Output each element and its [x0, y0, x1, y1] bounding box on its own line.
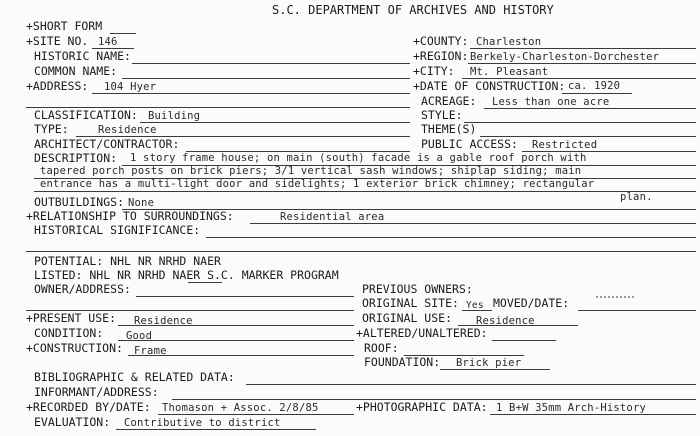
altered-label: +ALTERED/UNALTERED:: [356, 326, 488, 340]
county-value: Charleston: [476, 36, 542, 48]
classification-value: Building: [148, 110, 201, 122]
smudge-mark: [596, 296, 634, 302]
photographic-label: +PHOTOGRAPHIC DATA:: [356, 400, 488, 414]
county-label: +COUNTY:: [413, 34, 469, 48]
condition-value: Good: [126, 330, 153, 342]
form-title: S.C. DEPARTMENT OF ARCHIVES AND HISTORY: [272, 3, 554, 17]
common-name-label: COMMON NAME:: [34, 64, 118, 78]
description-line-2: tapered porch posts on brick piers; 3/1 vertical sash windows; shiplap siding; main: [40, 165, 582, 177]
evaluation-label: EVALUATION:: [34, 415, 111, 429]
city-value: Mt. Pleasant: [470, 66, 549, 78]
type-label: TYPE:: [34, 122, 69, 136]
region-value: Berkely-Charleston-Dorchester: [470, 51, 660, 63]
architect-label: ARCHITECT/CONTRACTOR:: [34, 137, 180, 151]
previous-owners-label: PREVIOUS OWNERS:: [362, 282, 473, 296]
description-line-3: entrance has a multi-light door and sidelights; 1 exterior brick chimney; rectangular: [40, 178, 595, 190]
foundation-label: FOUNDATION:: [364, 355, 441, 369]
short-form-label: +SHORT FORM: [26, 19, 103, 33]
original-use-value: Residence: [476, 315, 535, 327]
historic-name-label: HISTORIC NAME:: [34, 49, 131, 63]
present-use-label: +PRESENT USE:: [26, 311, 117, 325]
relationship-value: Residential area: [280, 211, 385, 223]
evaluation-value: Contributive to district: [124, 417, 281, 429]
original-use-label: ORIGINAL USE:: [362, 311, 453, 325]
informant-label: INFORMANT/ADDRESS:: [34, 385, 159, 399]
site-no-value: 146: [98, 36, 118, 48]
moved-date-label: MOVED/DATE:: [493, 296, 570, 310]
owner-address-label: OWNER/ADDRESS:: [34, 282, 131, 296]
present-use-value: Residence: [134, 315, 193, 327]
outbuildings-value: None: [128, 197, 155, 209]
date-construction-value: ca. 1920: [568, 80, 621, 92]
foundation-value: Brick pier: [456, 357, 522, 369]
photographic-value: 1 B+W 35mm Arch-History: [496, 402, 646, 414]
condition-label: CONDITION:: [34, 326, 104, 340]
description-line-1: 1 story frame house; on main (south) facade is a gable roof porch with: [130, 152, 587, 164]
original-site-label: ORIGINAL SITE:: [362, 296, 459, 310]
public-access-label: PUBLIC ACCESS:: [421, 137, 518, 151]
historical-significance-label: HISTORICAL SIGNIFICANCE:: [34, 223, 201, 237]
style-label: STYLE:: [421, 108, 463, 122]
region-label: +REGION:: [413, 49, 469, 63]
potential-label: POTENTIAL: NHL NR NRHD NAER: [34, 254, 221, 268]
themes-label: THEME(S): [421, 122, 477, 136]
date-construction-label: +DATE OF CONSTRUCTION:: [413, 79, 566, 93]
construction-value: Frame: [134, 345, 167, 357]
roof-label: ROOF:: [364, 341, 399, 355]
acreage-label: ACREAGE:: [421, 94, 477, 108]
type-value: Residence: [98, 124, 157, 136]
description-line-4: plan.: [620, 191, 653, 203]
address-value: 104 Hyer: [104, 81, 157, 93]
address-label: +ADDRESS:: [26, 79, 89, 93]
construction-label: +CONSTRUCTION:: [26, 341, 123, 355]
acreage-value: Less than one acre: [492, 96, 610, 108]
original-site-value: Yes: [466, 300, 484, 311]
classification-label: CLASSIFICATION:: [34, 108, 138, 122]
description-label: DESCRIPTION:: [34, 151, 118, 165]
listed-label: LISTED: NHL NR NRHD NAER S.C. MARKER PROGRAM: [34, 268, 339, 282]
site-no-label: +SITE NO.: [26, 34, 89, 48]
bibliographic-label: BIBLIOGRAPHIC & RELATED DATA:: [34, 370, 235, 384]
recorded-by-label: +RECORDED BY/DATE:: [26, 400, 151, 414]
relationship-label: +RELATIONSHIP TO SURROUNDINGS:: [26, 209, 234, 223]
public-access-value: Restricted: [532, 139, 598, 151]
city-label: +CITY:: [413, 64, 455, 78]
outbuildings-label: OUTBUILDINGS:: [34, 195, 125, 209]
recorded-by-value: Thomason + Assoc. 2/8/85: [162, 402, 319, 414]
